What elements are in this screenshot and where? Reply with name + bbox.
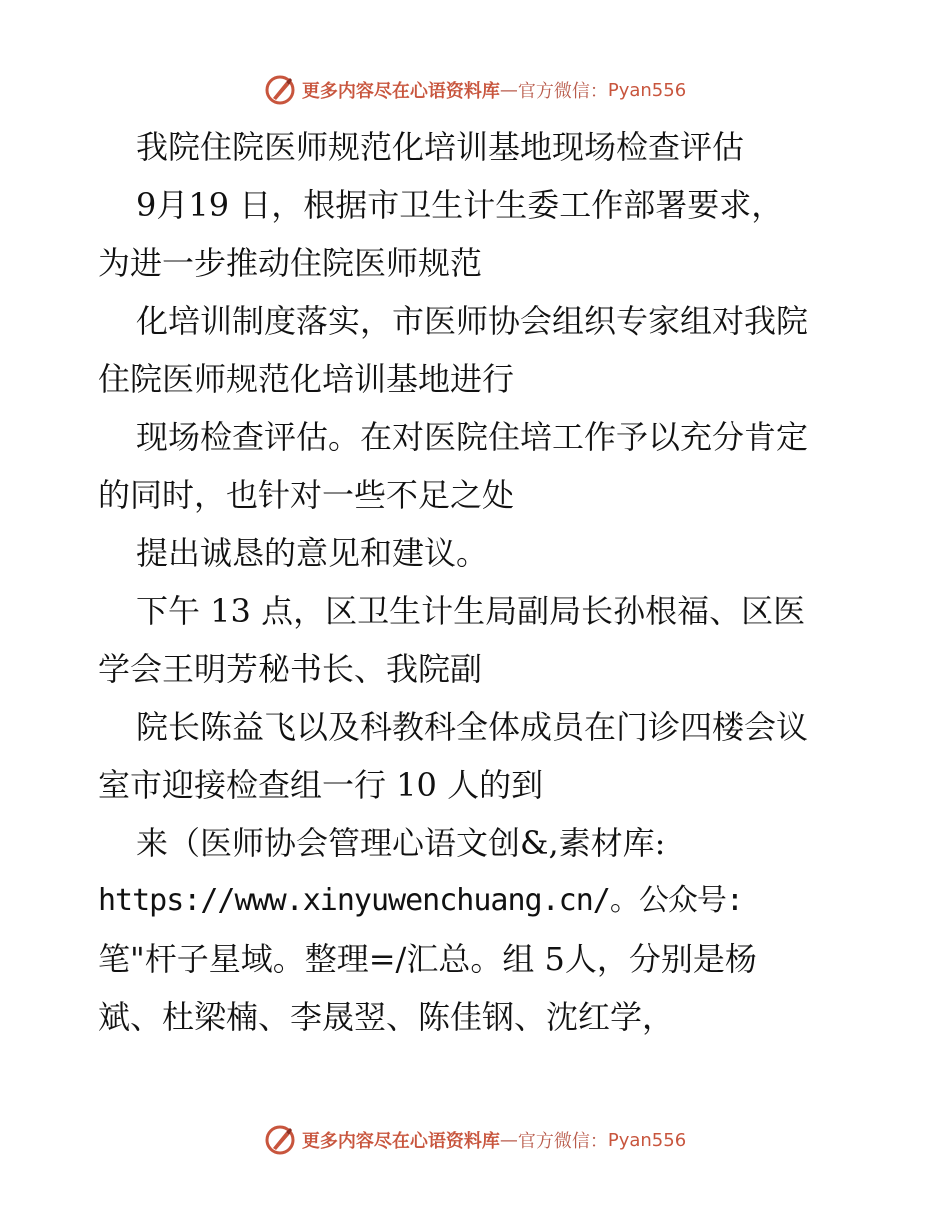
doc-line: 化培训制度落实，市医师协会组织专家组对我院 bbox=[136, 302, 809, 340]
banner-separator: — bbox=[499, 1129, 518, 1151]
banner-main-text: 更多内容尽在心语资料库 bbox=[301, 1131, 500, 1152]
doc-line: 的同时，也针对一些不足之处 bbox=[98, 476, 515, 514]
banner-wechat-id: Pyan556 bbox=[607, 1129, 687, 1151]
doc-line: 住院医师规范化培训基地进行 bbox=[98, 360, 515, 398]
header-watermark-banner bbox=[0, 70, 950, 110]
pen-logo-icon bbox=[264, 1124, 296, 1156]
doc-line: 来（医师协会管理心语文创&,素材库: bbox=[136, 824, 666, 862]
doc-line: 下午 13 点，区卫生计生局副局长孙根福、区医 bbox=[136, 592, 806, 630]
doc-line: 院长陈益飞以及科教科全体成员在门诊四楼会议 bbox=[136, 708, 809, 746]
document-body bbox=[98, 118, 858, 1046]
doc-line: 为进一步推动住院医师规范 bbox=[98, 244, 483, 282]
doc-line: 室市迎接检查组一行 10 人的到 bbox=[98, 766, 544, 804]
banner-main-text: 更多内容尽在心语资料库 bbox=[301, 81, 500, 102]
doc-line: 笔"杆子星域。整理=/汇总。组 5人，分别是杨 bbox=[98, 940, 757, 978]
doc-title: 我院住院医师规范化培训基地现场检查评估 bbox=[136, 128, 745, 166]
footer-watermark-banner bbox=[0, 1120, 950, 1160]
banner-wechat-id: Pyan556 bbox=[607, 79, 687, 101]
doc-line: 提出诚恳的意见和建议。 bbox=[136, 534, 489, 572]
banner-separator: — bbox=[499, 79, 518, 101]
doc-line: 现场检查评估。在对医院住培工作予以充分肯定 bbox=[136, 418, 809, 456]
doc-line-url: https://www.xinyuwenchuang.cn/。公众号: bbox=[98, 883, 743, 918]
banner-wechat-label: 官方微信： bbox=[517, 81, 608, 102]
banner-wechat-label: 官方微信： bbox=[517, 1131, 608, 1152]
doc-line: 学会王明芳秘书长、我院副 bbox=[98, 650, 483, 688]
doc-line: 斌、杜梁楠、李晟翌、陈佳钢、沈红学， bbox=[98, 998, 675, 1036]
doc-line: 9月19 日，根据市卫生计生委工作部署要求， bbox=[136, 186, 784, 224]
pen-logo-icon bbox=[264, 74, 296, 106]
